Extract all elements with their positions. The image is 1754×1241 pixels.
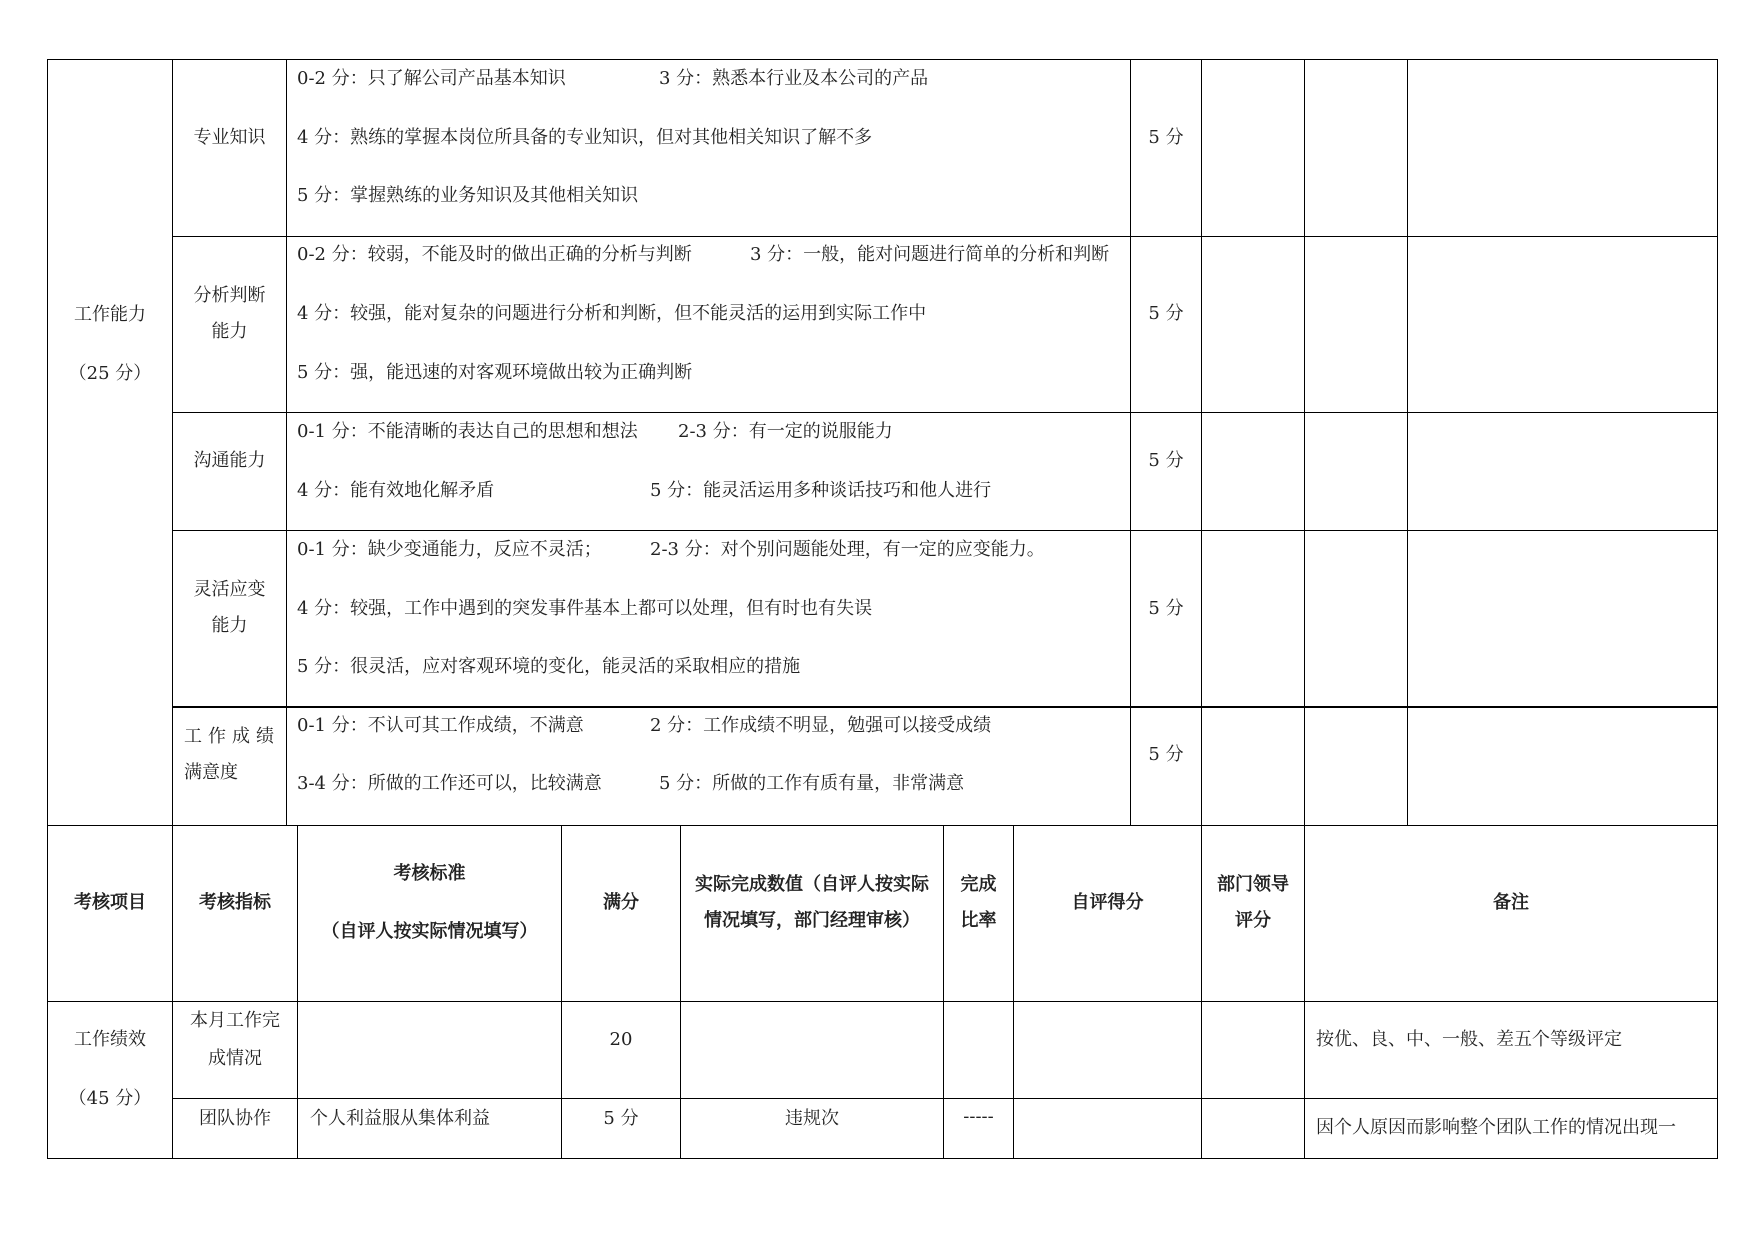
- grid-line: [172, 706, 1718, 708]
- category-name: 工作绩效: [74, 1029, 146, 1050]
- criteria-text: 5 分：强，能迅速的对客观环境做出较为正确判断: [297, 362, 693, 383]
- indicator-name: 沟通能力: [193, 450, 266, 471]
- criteria-text: 0-2 分：只了解公司产品基本知识: [297, 68, 566, 89]
- header-ratio: 比率: [960, 910, 997, 931]
- completion-ratio: -----: [963, 1106, 994, 1127]
- criteria-text: 5 分：所做的工作有质有量，非常满意: [659, 773, 965, 794]
- grid-line: [1130, 59, 1131, 825]
- table-border-right: [1717, 59, 1718, 1159]
- indicator-name: 能力: [211, 321, 248, 342]
- criteria-text: 4 分：较强，能对复杂的问题进行分析和判断，但不能灵活的运用到实际工作中: [297, 303, 927, 324]
- header-leader-score: 部门领导: [1217, 874, 1289, 895]
- table-border-bottom: [47, 1158, 1718, 1159]
- criteria-text: 2-3 分：有一定的说服能力: [678, 421, 893, 442]
- remarks-text: 因个人原因而影响整个团队工作的情况出现一: [1316, 1117, 1676, 1138]
- grid-line: [172, 1098, 1718, 1099]
- criteria-text: 4 分：较强，工作中遇到的突发事件基本上都可以处理，但有时也有失误: [297, 598, 873, 619]
- grid-line: [1407, 59, 1408, 825]
- indicator-name: 灵活应变: [193, 579, 266, 600]
- criteria-text: 3 分：熟悉本行业及本公司的产品: [659, 68, 929, 89]
- indicator-name: 能力: [211, 615, 248, 636]
- indicator-name: 团队协作: [199, 1108, 271, 1129]
- criteria-text: 4 分：熟练的掌握本岗位所具备的专业知识，但对其他相关知识了解不多: [297, 127, 873, 148]
- category-score: （45 分）: [68, 1088, 152, 1109]
- indicator-name: 工作成绩: [184, 726, 280, 747]
- header-item: 考核项目: [74, 892, 146, 913]
- grid-line: [286, 59, 287, 825]
- header-standard: 考核标准: [393, 863, 466, 884]
- header-remarks: 备注: [1493, 892, 1529, 913]
- criteria-text: 5 分：能灵活运用多种谈话技巧和他人进行: [650, 480, 992, 501]
- full-score: 5 分: [1148, 598, 1184, 619]
- criteria-text: 5 分：很灵活，应对客观环境的变化，能灵活的采取相应的措施: [297, 656, 801, 677]
- remarks-text: 按优、良、中、一般、差五个等级评定: [1316, 1029, 1622, 1050]
- grid-line: [1013, 825, 1014, 1159]
- criteria-text: 0-1 分：不能清晰的表达自己的思想和想法: [297, 421, 638, 442]
- full-score: 20: [609, 1029, 633, 1050]
- header-indicator: 考核指标: [199, 892, 271, 913]
- full-score: 5 分: [603, 1108, 639, 1129]
- indicator-name: 专业知识: [193, 127, 266, 148]
- grid-line: [172, 236, 1718, 237]
- full-score: 5 分: [1148, 127, 1184, 148]
- actual-value: 违规次: [785, 1108, 839, 1129]
- category-name: 工作能力: [74, 304, 146, 325]
- table-border-left: [47, 59, 48, 1159]
- criteria-text: 0-1 分：不认可其工作成绩，不满意: [297, 715, 584, 736]
- grid-line: [172, 59, 173, 1159]
- header-leader-score: 评分: [1235, 910, 1271, 931]
- full-score: 5 分: [1148, 450, 1184, 471]
- category-score: （25 分）: [68, 363, 152, 384]
- full-score: 5 分: [1148, 303, 1184, 324]
- criteria-text: 2-3 分：对个别问题能处理，有一定的应变能力。: [650, 539, 1045, 560]
- criteria-text: 2 分：工作成绩不明显，勉强可以接受成绩: [650, 715, 992, 736]
- criteria-text: 3-4 分：所做的工作还可以，比较满意: [297, 773, 602, 794]
- criteria-text: 4 分：能有效地化解矛盾: [297, 480, 495, 501]
- criteria-text: 0-1 分：缺少变通能力，反应不灵活；: [297, 539, 602, 560]
- header-ratio: 完成: [960, 874, 997, 895]
- header-self-score: 自评得分: [1071, 892, 1144, 913]
- indicator-name: 本月工作完: [190, 1010, 280, 1031]
- grid-line: [1201, 59, 1202, 1159]
- grid-line: [47, 825, 1718, 826]
- header-standard-note: （自评人按实际情况填写）: [321, 921, 538, 942]
- header-full-score: 满分: [603, 892, 639, 913]
- indicator-name: 分析判断: [193, 285, 266, 306]
- indicator-name: 满意度: [184, 762, 238, 783]
- criteria-text: 5 分：掌握熟练的业务知识及其他相关知识: [297, 185, 639, 206]
- grid-line: [172, 412, 1718, 413]
- full-score: 5 分: [1148, 744, 1184, 765]
- header-actual-note: 情况填写，部门经理审核）: [704, 910, 920, 931]
- grid-line: [1304, 59, 1305, 1159]
- header-actual: 实际完成数值（自评人按实际: [695, 874, 929, 895]
- criteria-text: 0-2 分：较弱，不能及时的做出正确的分析与判断: [297, 244, 692, 265]
- grid-line: [47, 1001, 1718, 1002]
- standard-cell: 个人利益服从集体利益: [310, 1108, 490, 1129]
- grid-line: [172, 530, 1718, 531]
- indicator-name: 成情况: [208, 1048, 262, 1069]
- table-border-top: [47, 59, 1718, 60]
- criteria-text: 3 分：一般，能对问题进行简单的分析和判断: [750, 244, 1110, 265]
